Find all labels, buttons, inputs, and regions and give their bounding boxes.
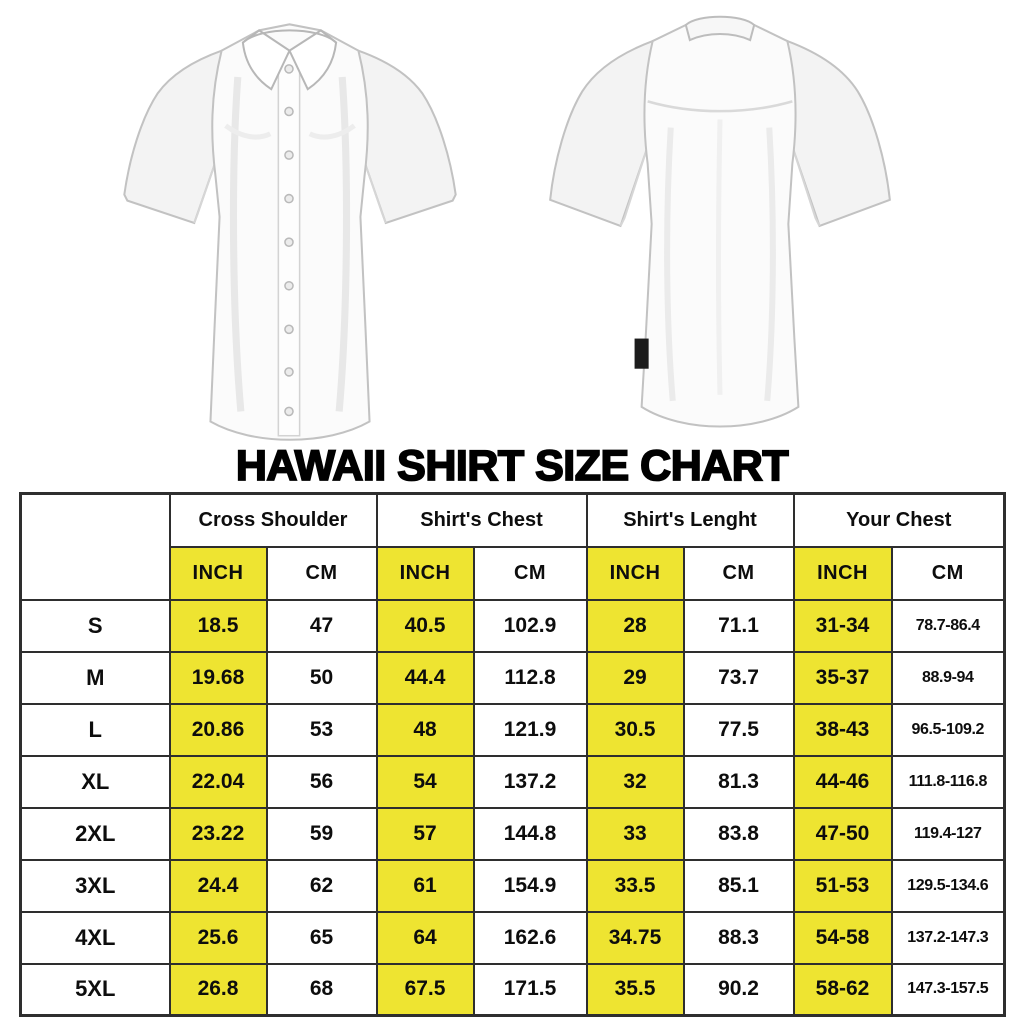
- cm-value-cell: 96.5-109.2: [892, 704, 1005, 756]
- table-row: [21, 964, 1005, 1016]
- inch-value-cell: 44-46: [794, 756, 892, 808]
- table-row: [21, 704, 1005, 756]
- size-label: 3XL: [21, 860, 170, 912]
- inch-value-cell: 44.4: [377, 652, 474, 704]
- inch-value-cell: 25.6: [170, 912, 267, 964]
- size-label: 2XL: [21, 808, 170, 860]
- cm-value-cell: 85.1: [684, 860, 794, 912]
- table-row: [21, 808, 1005, 860]
- cm-value-cell: 50: [267, 652, 377, 704]
- cm-value-cell: 56: [267, 756, 377, 808]
- inch-value-cell: 32: [587, 756, 684, 808]
- inch-value-cell: 58-62: [794, 964, 892, 1016]
- inch-value-cell: 23.22: [170, 808, 267, 860]
- cm-value-cell: 144.8: [474, 808, 587, 860]
- cm-value-cell: 154.9: [474, 860, 587, 912]
- cm-value-cell: 47: [267, 600, 377, 652]
- cm-value-cell: 121.9: [474, 704, 587, 756]
- cm-value-cell: 88.3: [684, 912, 794, 964]
- group-header-row: [21, 494, 1005, 547]
- cm-value-cell: 73.7: [684, 652, 794, 704]
- cm-value-cell: 111.8-116.8: [892, 756, 1005, 808]
- inch-value-cell: 33.5: [587, 860, 684, 912]
- cm-value-cell: 88.9-94: [892, 652, 1005, 704]
- inch-value-cell: 38-43: [794, 704, 892, 756]
- back-left-sleeve: [550, 41, 653, 226]
- column-group-cross-shoulder: Cross Shoulder: [170, 494, 377, 547]
- size-table-body: [21, 600, 1005, 1016]
- inch-value-cell: 67.5: [377, 964, 474, 1016]
- inch-value-cell: 48: [377, 704, 474, 756]
- column-group-shirts-lenght: Shirt's Lenght: [587, 494, 794, 547]
- inch-value-cell: 30.5: [587, 704, 684, 756]
- inch-value-cell: 20.86: [170, 704, 267, 756]
- unit-header-cm: CM: [684, 547, 794, 600]
- cm-value-cell: 77.5: [684, 704, 794, 756]
- inch-value-cell: 51-53: [794, 860, 892, 912]
- inch-value-cell: 19.68: [170, 652, 267, 704]
- inch-value-cell: 54: [377, 756, 474, 808]
- back-shirt-graphic: [550, 17, 890, 427]
- cm-value-cell: 59: [267, 808, 377, 860]
- size-label: 4XL: [21, 912, 170, 964]
- inch-value-cell: 22.04: [170, 756, 267, 808]
- table-row: [21, 860, 1005, 912]
- inch-value-cell: 34.75: [587, 912, 684, 964]
- column-group-your-chest: Your Chest: [794, 494, 1005, 547]
- cm-value-cell: 129.5-134.6: [892, 860, 1005, 912]
- inch-value-cell: 47-50: [794, 808, 892, 860]
- table-row: [21, 652, 1005, 704]
- inch-value-cell: 57: [377, 808, 474, 860]
- cm-value-cell: 53: [267, 704, 377, 756]
- cm-value-cell: 62: [267, 860, 377, 912]
- shirt-back-image: [520, 6, 920, 446]
- inch-value-cell: 35.5: [587, 964, 684, 1016]
- shirt-front-image: [100, 4, 480, 452]
- inch-value-cell: 40.5: [377, 600, 474, 652]
- unit-header-inch: INCH: [170, 547, 267, 600]
- inch-value-cell: 64: [377, 912, 474, 964]
- cm-value-cell: 147.3-157.5: [892, 964, 1005, 1016]
- size-label: XL: [21, 756, 170, 808]
- cm-value-cell: 78.7-86.4: [892, 600, 1005, 652]
- inch-value-cell: 18.5: [170, 600, 267, 652]
- cm-value-cell: 90.2: [684, 964, 794, 1016]
- back-right-sleeve: [787, 41, 890, 226]
- unit-header-cm: CM: [892, 547, 1005, 600]
- front-shirt-graphic: [124, 24, 455, 439]
- cm-value-cell: 68: [267, 964, 377, 1016]
- size-label: S: [21, 600, 170, 652]
- table-row: [21, 912, 1005, 964]
- cm-value-cell: 102.9: [474, 600, 587, 652]
- cm-value-cell: 112.8: [474, 652, 587, 704]
- cm-value-cell: 71.1: [684, 600, 794, 652]
- front-left-sleeve: [124, 51, 221, 223]
- cm-value-cell: 137.2: [474, 756, 587, 808]
- unit-header-inch: INCH: [794, 547, 892, 600]
- corner-cell: [21, 494, 170, 600]
- size-label: M: [21, 652, 170, 704]
- unit-header-inch: INCH: [377, 547, 474, 600]
- table-row: [21, 756, 1005, 808]
- inch-value-cell: 35-37: [794, 652, 892, 704]
- inch-value-cell: 54-58: [794, 912, 892, 964]
- size-label: L: [21, 704, 170, 756]
- cm-value-cell: 162.6: [474, 912, 587, 964]
- unit-header-inch: INCH: [587, 547, 684, 600]
- table-row: [21, 600, 1005, 652]
- back-hem-tag: [635, 339, 649, 369]
- page-title: HAWAII SHIRT SIZE CHART: [235, 442, 789, 490]
- column-group-shirts-chest: Shirt's Chest: [377, 494, 587, 547]
- inch-value-cell: 33: [587, 808, 684, 860]
- inch-value-cell: 24.4: [170, 860, 267, 912]
- cm-value-cell: 171.5: [474, 964, 587, 1016]
- size-label: 5XL: [21, 964, 170, 1016]
- inch-value-cell: 61: [377, 860, 474, 912]
- cm-value-cell: 65: [267, 912, 377, 964]
- unit-header-cm: CM: [267, 547, 377, 600]
- inch-value-cell: 26.8: [170, 964, 267, 1016]
- cm-value-cell: 83.8: [684, 808, 794, 860]
- size-chart-table: [19, 492, 1006, 1017]
- cm-value-cell: 81.3: [684, 756, 794, 808]
- cm-value-cell: 119.4-127: [892, 808, 1005, 860]
- unit-header-cm: CM: [474, 547, 587, 600]
- inch-value-cell: 28: [587, 600, 684, 652]
- cm-value-cell: 137.2-147.3: [892, 912, 1005, 964]
- inch-value-cell: 31-34: [794, 600, 892, 652]
- front-right-sleeve: [358, 51, 455, 223]
- inch-value-cell: 29: [587, 652, 684, 704]
